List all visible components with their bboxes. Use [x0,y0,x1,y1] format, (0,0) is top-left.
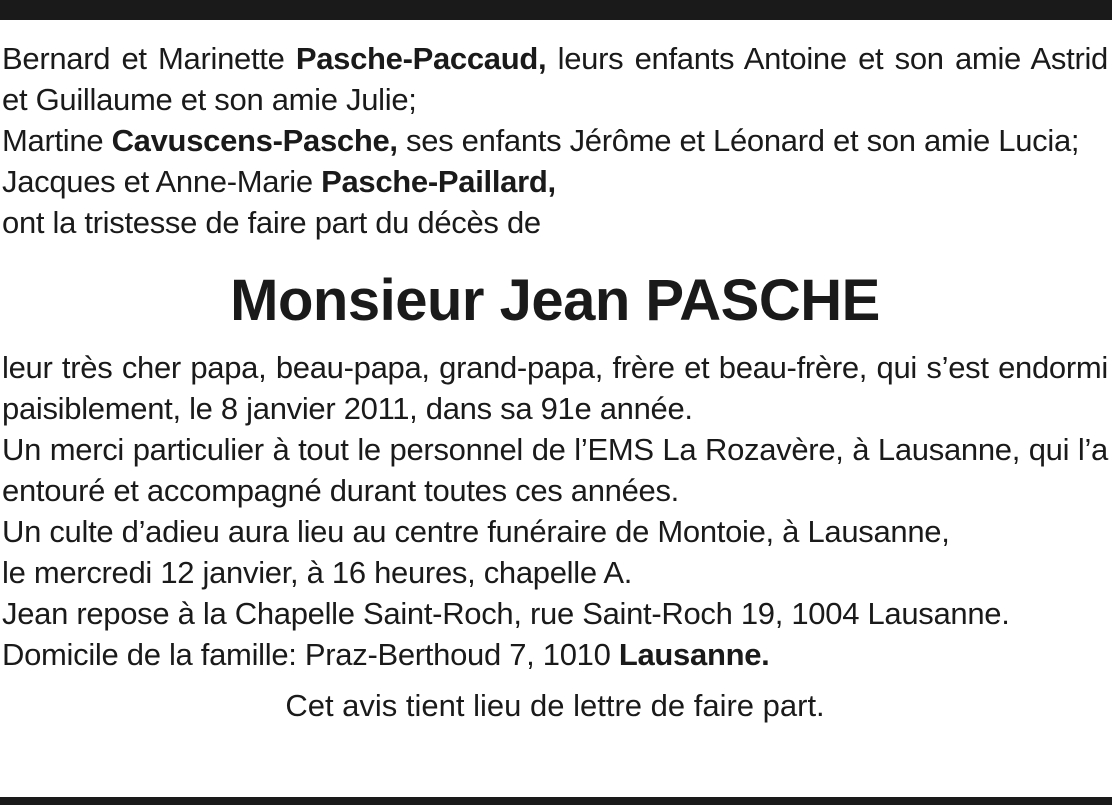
family-line-text: ses enfants Jérôme et Léonard et son amie Lucia; [397,123,1080,158]
family-line-text: leurs enfants Antoine et son amie Astrid et Guillaume et son amie Julie; [2,41,1108,117]
family-line-text: Martine [2,123,112,158]
ceremony-line: Un culte d’adieu aura lieu au centre funéraire de Montoie, à Lausanne, [2,514,950,549]
bottom-border-rule [0,797,1112,805]
resting-place-line: Jean repose à la Chapelle Saint-Roch, rue Saint-Roch 19, 1004 Lausanne. [2,596,1010,631]
family-line-text: Jacques et Anne-Marie [2,164,322,199]
family-line-cavuscens-pasche [2,120,1108,161]
family-surname: Cavuscens-Pasche, [111,123,398,158]
family-line-text: Bernard et Marinette [2,41,296,76]
ceremony-date-line: le mercredi 12 janvier, à 16 heures, chapelle A. [2,555,633,590]
family-domicile-line [2,634,1108,675]
closing-note: Cet avis tient lieu de lettre de faire part. [285,688,825,723]
family-line-pasche-paccaud [2,38,1108,120]
obituary-notice [2,38,1108,726]
family-surname: Pasche-Paccaud, [295,41,547,76]
domicile-city: Lausanne. [618,637,770,672]
announcement-line: ont la tristesse de faire part du décès de [2,205,541,240]
obituary-body [2,347,1108,675]
family-surname: Pasche-Paillard, [321,164,556,199]
thanks-paragraph: Un merci particulier à tout le personnel de l’EMS La Rozavère, à Lausanne, qui l’a entouré et accompagné durant toutes ces années. [2,432,1108,508]
family-line-pasche-paillard [2,161,1108,202]
relationship-paragraph: leur très cher papa, beau-papa, grand-papa, frère et beau-frère, qui s’est endormi paisiblement, le 8 janvier 2011, dans sa 91e année. [2,350,1108,426]
domicile-address: Domicile de la famille: Praz-Berthoud 7, 1010 [2,637,619,672]
deceased-name: Monsieur Jean PASCHE [230,268,880,333]
top-border-rule [0,0,1112,20]
family-announcement [2,38,1108,243]
